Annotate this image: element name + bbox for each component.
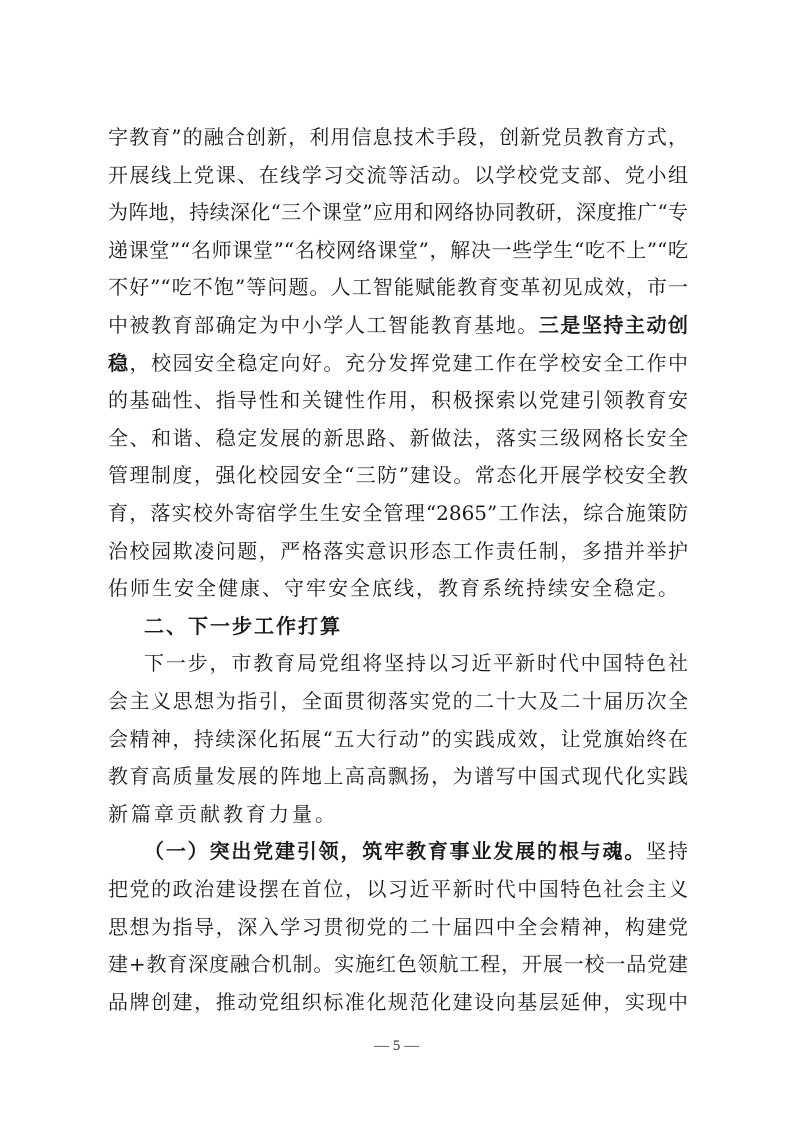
paragraph-line bbox=[144, 648, 688, 678]
paragraph-line bbox=[108, 160, 688, 190]
text: 会精神，持续深化拓展“五大行动”的实践成效，让党旗始终在 bbox=[108, 726, 688, 751]
text: 开展线上党课、在线学习交流等活动。以学校党支部、党小组 bbox=[108, 162, 688, 187]
section-heading: 二、下一步工作打算 bbox=[144, 613, 342, 638]
text: 中被教育部确定为中小学人工智能教育基地。 bbox=[108, 313, 539, 337]
bold-text: 稳 bbox=[108, 350, 130, 375]
paragraph-line bbox=[108, 310, 688, 340]
text: 为阵地，持续深化“三个课堂”应用和网络协同教研，深度推广“专 bbox=[108, 200, 688, 225]
paragraph-line bbox=[108, 724, 688, 754]
paragraph-line bbox=[108, 799, 688, 829]
text: 字教育”的融合创新，利用信息技术手段，创新党员教育方式， bbox=[108, 125, 688, 149]
text: 递课堂”“名师课堂”“名校网络课堂”，解决一些学生“吃不上”“吃 bbox=[108, 237, 688, 262]
paragraph-line bbox=[108, 348, 688, 378]
text: 思想为指导，深入学习贯彻党的二十届四中全会精神，构建党 bbox=[108, 914, 688, 939]
paragraph-line bbox=[108, 912, 688, 942]
text: 育，落实校外寄宿学生生安全管理“2865”工作法，综合施策防 bbox=[108, 501, 688, 525]
paragraph-line bbox=[144, 836, 688, 866]
paragraph-line bbox=[108, 272, 688, 302]
paragraph-line bbox=[108, 122, 688, 152]
paragraph-line bbox=[108, 987, 688, 1017]
paragraph-line bbox=[108, 235, 688, 265]
text: 全、和谐、稳定发展的新思路、新做法，落实三级网格长安全 bbox=[108, 425, 688, 450]
paragraph-line bbox=[108, 686, 688, 716]
text: 建+教育深度融合机制。实施红色领航工程，开展一校一品党建 bbox=[108, 952, 688, 977]
text: 教育高质量发展的阵地上高高飘扬，为谱写中国式现代化实践 bbox=[108, 764, 688, 789]
text: 把党的政治建设摆在首位，以习近平新时代中国特色社会主义 bbox=[108, 877, 688, 901]
paragraph-line bbox=[108, 949, 688, 979]
text: 治校园欺凌问题，严格落实意识形态工作责任制，多措并举护 bbox=[108, 538, 688, 563]
paragraph-line bbox=[108, 197, 688, 227]
text: 新篇章贡献教育力量。 bbox=[108, 801, 338, 826]
text: 下一步，市教育局党组将坚持以习近平新时代中国特色社 bbox=[144, 651, 688, 676]
paragraph-line bbox=[108, 874, 688, 904]
text: 不好”“吃不饱”等问题。人工智能赋能教育变革初见成效，市一 bbox=[108, 275, 688, 300]
bold-text: 三是坚持主动创 bbox=[538, 313, 689, 337]
paragraph-line bbox=[108, 385, 688, 415]
text: 管理制度，强化校园安全“三防”建设。常态化开展学校安全教 bbox=[108, 463, 688, 488]
paragraph-line bbox=[108, 460, 688, 490]
text: 佑师生安全健康、守牢安全底线，教育系统持续安全稳定。 bbox=[108, 576, 680, 601]
paragraph-line bbox=[108, 423, 688, 453]
paragraph-line bbox=[108, 761, 688, 791]
paragraph-line bbox=[108, 573, 688, 603]
bold-text: （一）突出党建引领，筑牢教育事业发展的根与魂。 bbox=[144, 839, 647, 864]
paragraph-line bbox=[108, 536, 688, 566]
text: 会主义思想为指引，全面贯彻落实党的二十大及二十届历次全 bbox=[108, 689, 688, 713]
paragraph-line bbox=[108, 498, 688, 528]
text: 的基础性、指导性和关键性作用，积极探索以党建引领教育安 bbox=[108, 388, 688, 413]
text: 坚持 bbox=[646, 839, 689, 864]
text: ，校园安全稳定向好。充分发挥党建工作在学校安全工作中 bbox=[129, 350, 689, 375]
text: 品牌创建，推动党组织标准化规范化建设向基层延伸，实现中 bbox=[108, 989, 688, 1014]
page-number: — 5 — bbox=[374, 1038, 419, 1054]
